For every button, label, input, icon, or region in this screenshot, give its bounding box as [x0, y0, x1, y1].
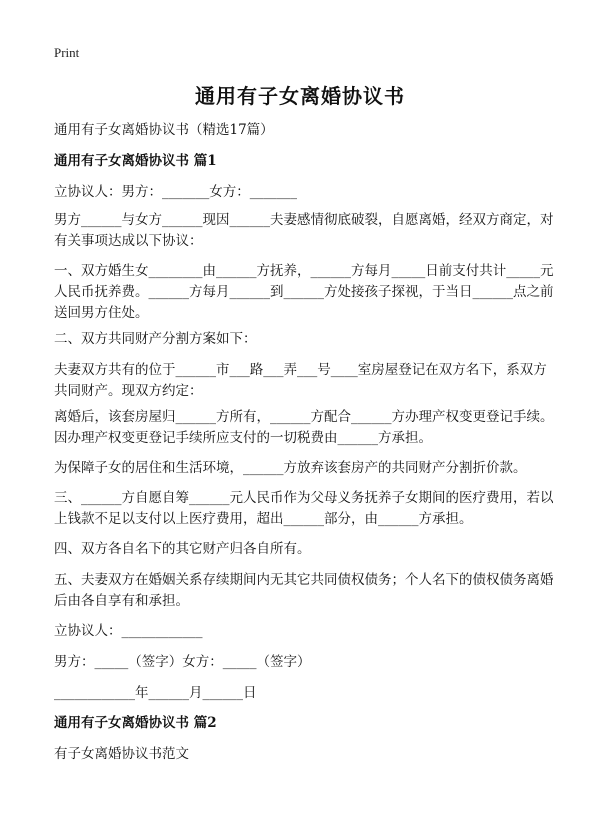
intro-text: 通用有子女离婚协议书（精选17篇）: [54, 122, 274, 138]
paragraph-property-heading: 二、双方共同财产分割方案如下：: [54, 331, 257, 347]
paragraph-medical: 三、______方自愿自筹______元人民币作为父母义务抚养子女期间的医疗费用，若以上钱款不足以支付以上医疗费用，超出______部分，由______方承担。: [54, 490, 554, 527]
parties-line: 立协议人：男方：_______女方：_______: [54, 184, 297, 200]
signature-line: 男方：_____（签字）女方：_____（签字）: [54, 654, 311, 670]
paragraph-property-location: 夫妻双方共有的位于______市___路___弄___号____室房屋登记在双方名下，系双方共同财产。现双方约定：: [54, 362, 547, 399]
document-title: 通用有子女离婚协议书: [195, 84, 405, 108]
section2-intro: 有子女离婚协议书范文: [54, 746, 189, 762]
section-heading-1: 通用有子女离婚协议书 篇1: [54, 153, 217, 169]
paragraph-waiver: 为保障子女的居住和生活环境，______方放弃该套房产的共同财产分割折价款。: [54, 460, 527, 476]
paragraph-preamble: 男方______与女方______现因______夫妻感情彻底破裂，自愿离婚，经双方商定，对有关事项达成以下协议：: [54, 212, 554, 249]
date-line: ____________年______月______日: [54, 685, 257, 701]
paragraph-property-ownership: 离婚后，该套房屋归______方所有，______方配合______方办理产权变更登记手续。因办理产权变更登记手续所应支付的一切税费由______方承担。: [54, 409, 554, 446]
section-heading-2: 通用有子女离婚协议书 篇2: [54, 715, 217, 731]
paragraph-other-property: 四、双方各自名下的其它财产归各自所有。: [54, 541, 311, 557]
paragraph-debts: 五、夫妻双方在婚姻关系存续期间内无其它共同债权债务；个人名下的债权债务离婚后由各自享有和承担。: [54, 572, 554, 609]
paragraph-custody: 一、双方婚生女________由______方抚养，______方每月_____日前支付共计_____元人民币抚养费。______方每月______到______方处接孩子探视，于当日______点之前送回男方住处。: [54, 263, 554, 321]
signer-line: 立协议人：____________: [54, 623, 203, 639]
print-link[interactable]: Print: [54, 45, 80, 60]
